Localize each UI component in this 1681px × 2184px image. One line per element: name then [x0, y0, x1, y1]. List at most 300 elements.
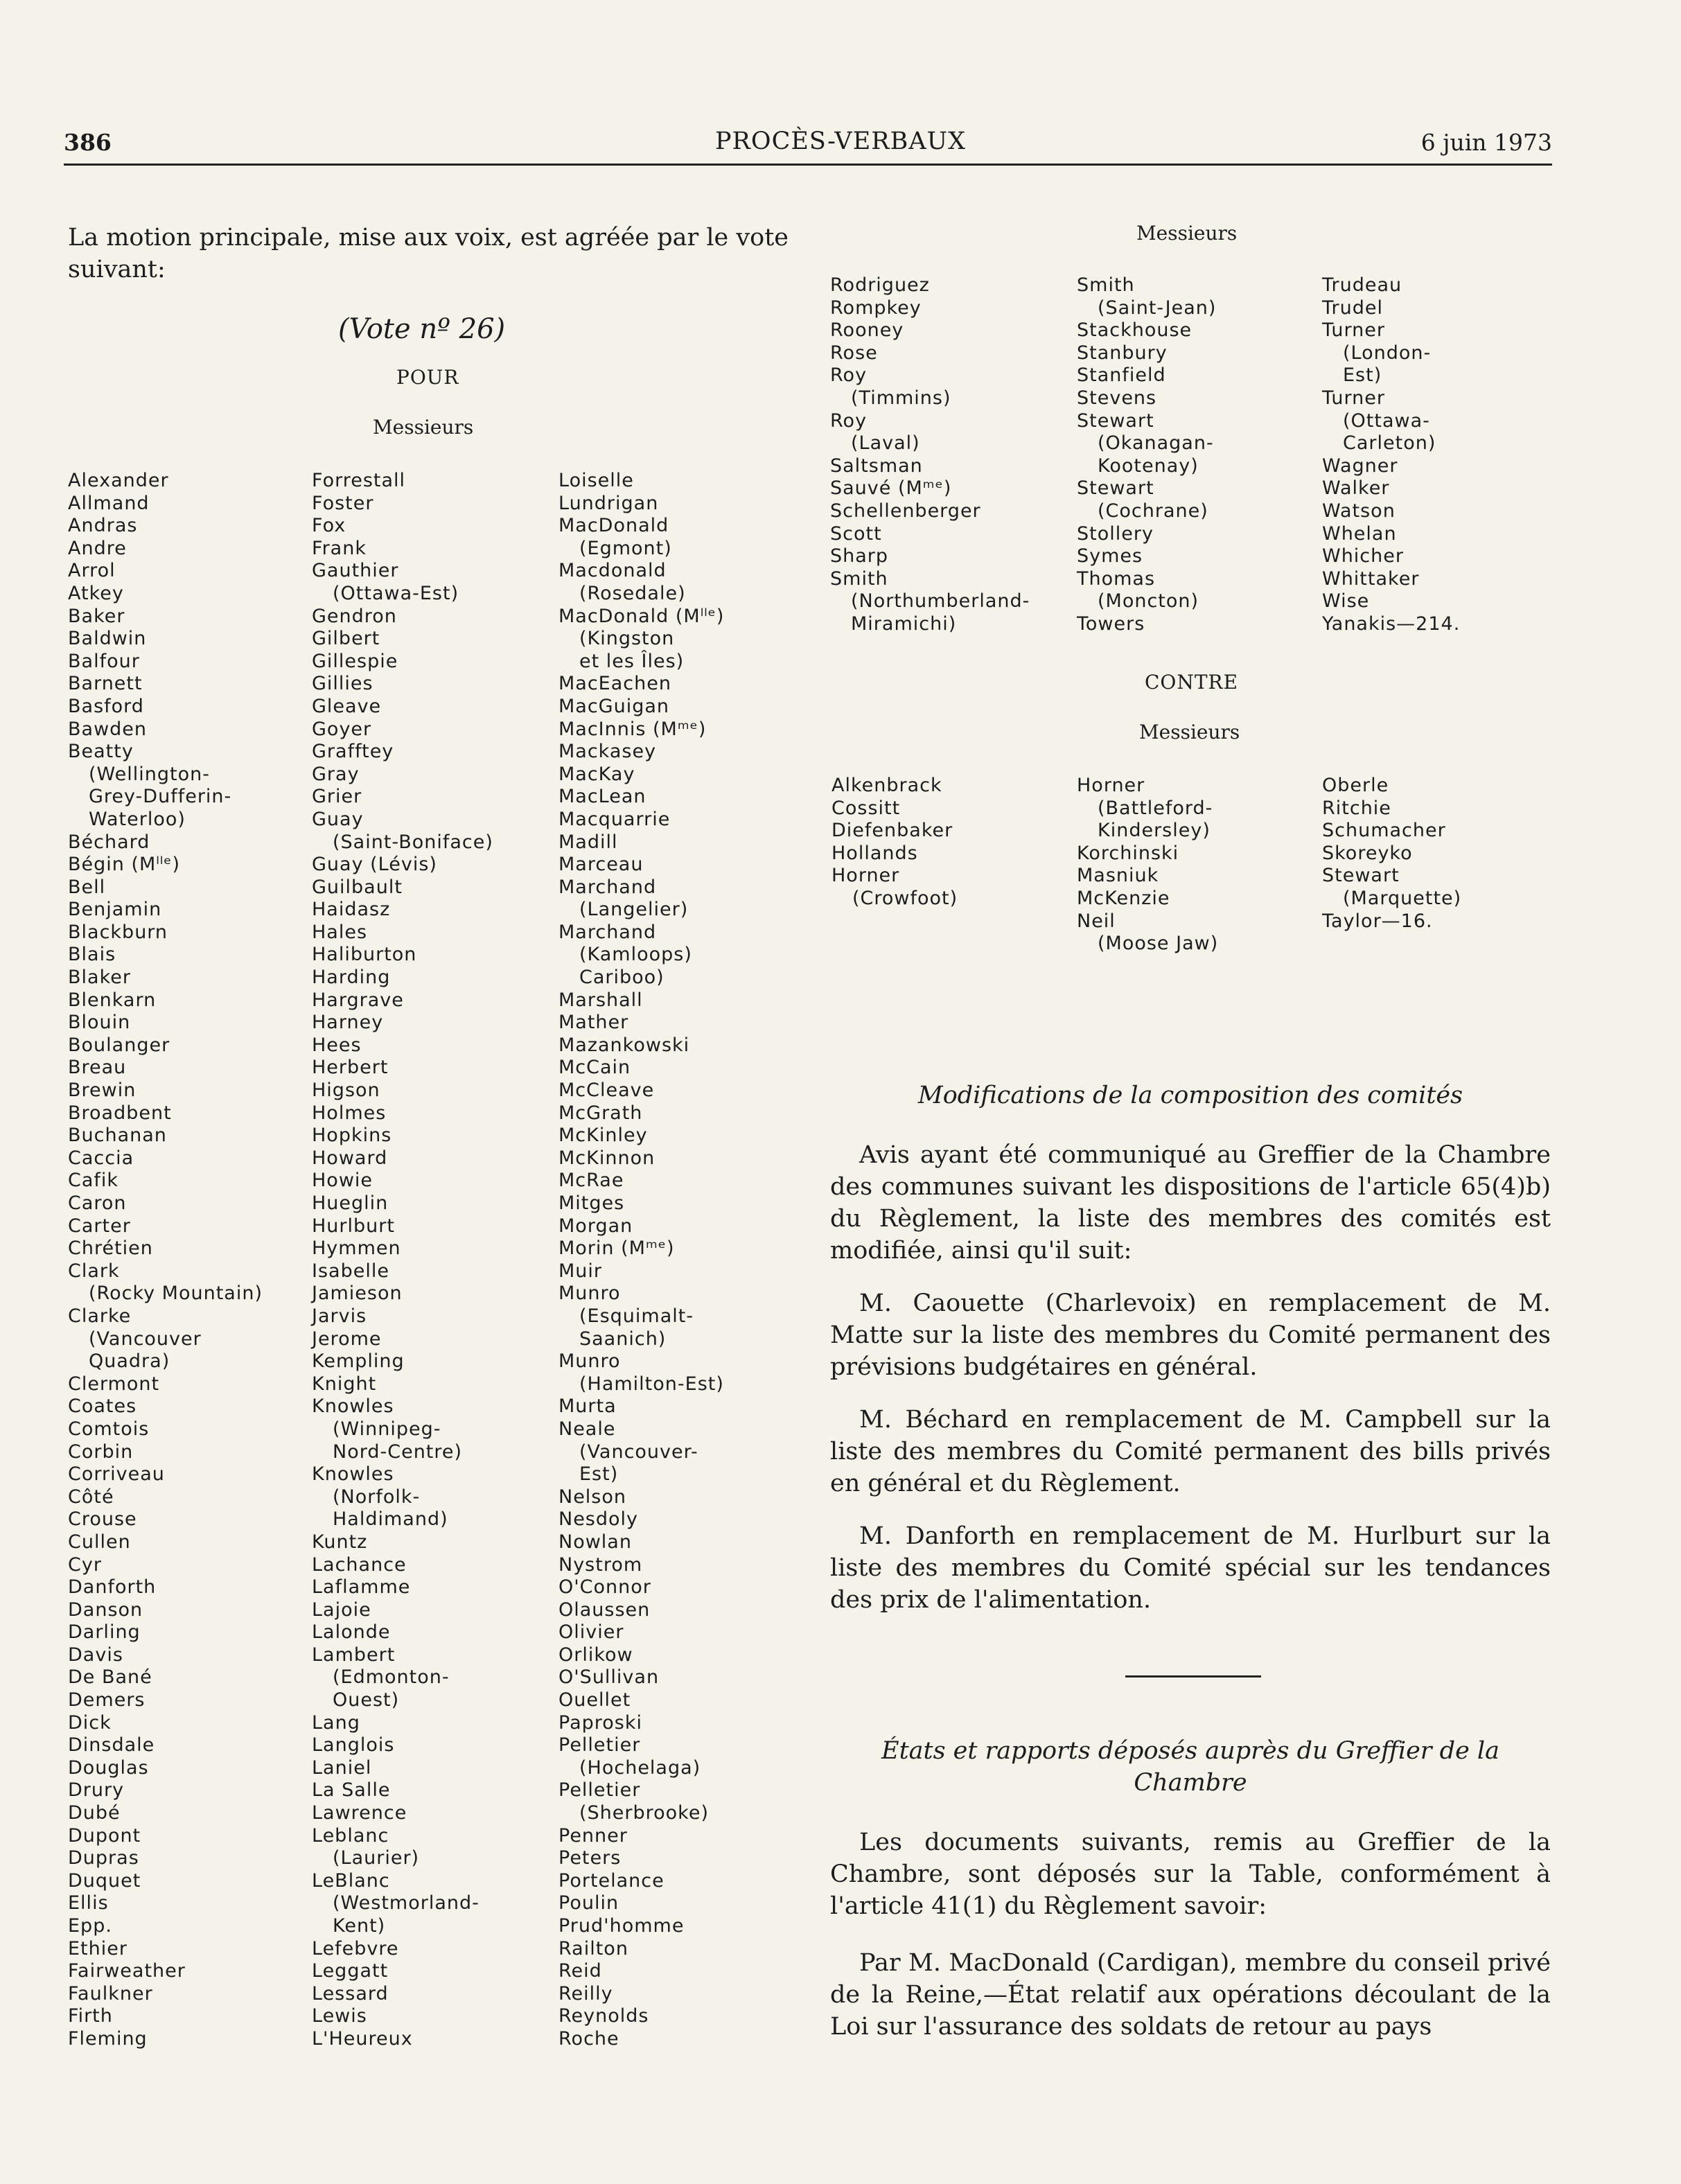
member-name: Fleming [68, 2027, 148, 2050]
member-name: (Hochelaga) [579, 1756, 701, 1779]
member-name: Nesdoly [558, 1508, 639, 1531]
contre-names-column-2 [1077, 775, 1218, 956]
member-name: MacDonald [558, 515, 669, 537]
member-name: Haldimand) [333, 1508, 448, 1531]
member-name: Whittaker [1322, 567, 1420, 590]
member-name: Coates [68, 1395, 137, 1418]
paragraph-danforth: M. Danforth en remplacement de M. Hurlburt sur la liste des membres du Comité spécial sur les tendances des prix de l'alimentation. [830, 1522, 1551, 1614]
member-name: (Norfolk- [333, 1486, 421, 1508]
member-name: Kootenay) [1098, 455, 1199, 477]
member-name: Holmes [312, 1102, 387, 1124]
member-name: Olaussen [558, 1599, 651, 1621]
member-name: McKinley [558, 1125, 648, 1147]
member-name: Peters [558, 1847, 622, 1869]
member-name: Yanakis—214. [1322, 613, 1461, 635]
member-name: (Cochrane) [1098, 500, 1208, 522]
member-name: Prud'homme [558, 1915, 685, 1937]
member-name: Knowles [312, 1463, 394, 1486]
member-name: Douglas [68, 1756, 149, 1779]
member-name: Dupont [68, 1824, 141, 1847]
member-name: Jamieson [312, 1283, 403, 1305]
member-name: Blouin [68, 1012, 131, 1034]
member-name: Pelletier [558, 1779, 641, 1802]
section-separator [1125, 1675, 1261, 1677]
member-name: Carleton) [1343, 432, 1436, 455]
member-name: McCleave [558, 1080, 655, 1102]
member-name: Knight [312, 1373, 377, 1395]
member-name: Stanfield [1077, 364, 1166, 387]
member-name: Hopkins [312, 1125, 392, 1147]
member-name: MacDonald (Mˡˡᵉ) [558, 605, 725, 627]
member-name: Est) [579, 1463, 619, 1486]
member-name: (Vancouver- [579, 1441, 698, 1463]
member-name: Poulin [558, 1892, 619, 1914]
member-name: Caron [68, 1192, 127, 1214]
member-name: Gauthier [312, 560, 399, 582]
member-name: Mazankowski [558, 1034, 690, 1056]
member-name: Gendron [312, 605, 397, 627]
member-name: Clermont [68, 1373, 160, 1395]
contre-names-column-1 [831, 775, 958, 910]
member-name: Goyer [312, 718, 372, 740]
member-name: Neil [1077, 910, 1116, 932]
member-name: Scott [830, 522, 882, 545]
member-name: Hymmen [312, 1238, 401, 1260]
member-name: Portelance [558, 1869, 665, 1892]
member-name: McRae [558, 1170, 624, 1192]
member-name: Grier [312, 786, 362, 808]
paragraph-documents: Les documents suivants, remis au Greffier de la Chambre, sont déposés sur la Table, conformément à l'article 41(1) du Règlement savoir: [830, 1829, 1551, 1920]
running-title: PROCÈS-VERBAUX [714, 127, 967, 155]
pour-names-column-2 [312, 470, 493, 2051]
member-name: Nystrom [558, 1553, 643, 1576]
paragraph-notice: Avis ayant été communiqué au Greffier de la Chambre des communes suivant les dispositions de l'article 65(4)b) du Règlement, la liste des membres des comités est modifiée, ainsi qu'il suit: [830, 1141, 1551, 1265]
member-name: Ellis [68, 1892, 109, 1914]
member-name: Roy [830, 364, 868, 387]
contre-names-column-3 [1322, 775, 1461, 933]
member-name: Turner [1322, 319, 1385, 342]
member-name: Danforth [68, 1576, 157, 1599]
member-name: McKinnon [558, 1147, 655, 1169]
member-name: Benjamin [68, 899, 162, 921]
member-name: O'Connor [558, 1576, 651, 1599]
member-name: Guay [312, 808, 364, 830]
member-name: Gray [312, 763, 360, 785]
member-name: et les Îles) [579, 650, 685, 672]
member-name: Bégin (Mˡˡᵉ) [68, 854, 181, 876]
pour-names-column-1 [68, 470, 263, 2051]
member-name: Thomas [1077, 567, 1156, 590]
member-name: Nelson [558, 1486, 627, 1508]
member-name: Reid [558, 1960, 602, 1982]
member-name: Cariboo) [579, 967, 665, 989]
member-name: Cyr [68, 1553, 102, 1576]
member-name: Forrestall [312, 470, 406, 491]
member-name: Jarvis [312, 1305, 367, 1327]
member-name: Comtois [68, 1418, 150, 1440]
member-name: Guay (Lévis) [312, 854, 437, 876]
page-date: 6 juin 1973 [1420, 129, 1552, 156]
member-name: Fairweather [68, 1960, 186, 1982]
member-name: Demers [68, 1689, 146, 1711]
member-name: Penner [558, 1824, 628, 1847]
member-name: Béchard [68, 831, 150, 853]
member-name: Bell [68, 876, 106, 898]
vote-intro: La motion principale, mise aux voix, est agréée par le vote suivant: [68, 224, 789, 283]
member-name: Kindersley) [1098, 820, 1211, 842]
member-name: Watson [1322, 500, 1396, 522]
member-name: Blais [68, 944, 116, 966]
member-name: (Laurier) [333, 1847, 420, 1869]
member-name: Harney [312, 1012, 384, 1034]
member-name: Duquet [68, 1869, 141, 1892]
member-name: Alexander [68, 470, 169, 491]
member-name: Mitges [558, 1192, 625, 1214]
member-name: Drury [68, 1779, 125, 1802]
member-name: Taylor—16. [1322, 910, 1433, 932]
member-name: Laniel [312, 1756, 372, 1779]
member-name: Howard [312, 1147, 388, 1169]
member-name: Bawden [68, 718, 148, 740]
member-name: Stewart [1077, 477, 1154, 500]
member-name: Railton [558, 1937, 628, 1960]
member-name: Roche [558, 2027, 619, 2050]
member-name: (Moncton) [1098, 590, 1199, 613]
member-name: Baldwin [68, 628, 147, 650]
member-name: Stackhouse [1077, 319, 1192, 342]
member-name: Grey-Dufferin- [89, 786, 232, 808]
member-name: Carter [68, 1215, 131, 1237]
member-name: Stewart [1322, 865, 1400, 887]
member-name: Schumacher [1322, 820, 1446, 842]
pour-names-column-3 [558, 470, 724, 2051]
vote-title: (Vote nº 26) [338, 313, 506, 345]
member-name: Marshall [558, 989, 643, 1011]
member-name: Paproski [558, 1711, 642, 1734]
member-name: Davis [68, 1644, 123, 1666]
member-name: Murta [558, 1395, 617, 1418]
member-name: Lewis [312, 2005, 367, 2027]
member-name: Wagner [1322, 455, 1398, 477]
member-name: Cossitt [831, 797, 901, 819]
member-name: (London- [1343, 342, 1432, 364]
member-name: O'Sullivan [558, 1666, 660, 1689]
member-name: MacKay [558, 763, 635, 785]
member-name: L'Heureux [312, 2027, 413, 2050]
member-name: Stanbury [1077, 342, 1168, 364]
member-name: Howie [312, 1170, 373, 1192]
member-name: (Vancouver [89, 1328, 202, 1350]
member-name: Leggatt [312, 1960, 389, 1982]
member-name: Lachance [312, 1553, 407, 1576]
member-name: Darling [68, 1621, 141, 1644]
member-name: Broadbent [68, 1102, 172, 1124]
member-name: Smith [1077, 274, 1135, 296]
member-name: (Saint-Boniface) [333, 831, 493, 853]
member-name: (Rocky Mountain) [89, 1283, 263, 1305]
member-name: Miramichi) [851, 613, 957, 635]
member-name: Baker [68, 605, 125, 627]
member-name: (Crowfoot) [852, 887, 958, 909]
member-name: Allmand [68, 492, 150, 514]
member-name: Trudeau [1322, 274, 1402, 296]
member-name: Lessard [312, 1982, 389, 2005]
member-name: Hueglin [312, 1192, 389, 1214]
member-name: Leblanc [312, 1824, 389, 1847]
member-name: Langlois [312, 1734, 395, 1756]
member-name: (Sherbrooke) [579, 1802, 709, 1824]
member-name: Trudel [1322, 297, 1383, 319]
member-name: Clark [68, 1260, 120, 1282]
member-name: Whicher [1322, 545, 1404, 567]
member-name: (Timmins) [851, 387, 951, 409]
member-name: Cullen [68, 1531, 131, 1553]
member-name: Oberle [1322, 775, 1389, 796]
member-name: Pelletier [558, 1734, 641, 1756]
member-name: Basford [68, 695, 144, 717]
member-name: Rooney [830, 319, 904, 342]
member-name: Horner [1077, 775, 1145, 796]
member-name: Beatty [68, 741, 134, 763]
member-name: Marchand [558, 876, 657, 898]
member-name: Horner [831, 865, 900, 887]
member-name: McGrath [558, 1102, 643, 1124]
paragraph-caouette: M. Caouette (Charlevoix) en remplacement de M. Matte sur la liste des membres du Comité permanent des prévisions budgétaires en général. [830, 1289, 1551, 1381]
member-name: Isabelle [312, 1260, 389, 1282]
member-name: Stevens [1077, 387, 1157, 409]
paragraph-bechard: M. Béchard en remplacement de M. Campbell sur la liste des membres du Comité permanent des bills privés en général et du Règlement. [830, 1406, 1551, 1497]
member-name: (Moose Jaw) [1098, 933, 1219, 955]
member-name: Saanich) [579, 1328, 667, 1350]
member-name: Lang [312, 1711, 360, 1734]
member-name: Schellenberger [830, 500, 981, 522]
member-name: Lefebvre [312, 1937, 399, 1960]
page-number: 386 [64, 129, 112, 156]
member-name: Foster [312, 492, 374, 514]
member-name: Ouellet [558, 1689, 631, 1711]
member-name: Muir [558, 1260, 603, 1282]
member-name: Hollands [831, 842, 918, 864]
member-name: Dupras [68, 1847, 139, 1869]
member-name: Cafik [68, 1170, 119, 1192]
member-name: (Wellington- [89, 763, 210, 785]
pour-names-continued-column-3 [1322, 274, 1460, 636]
member-name: Corbin [68, 1441, 134, 1463]
member-name: Andre [68, 537, 127, 559]
member-name: Masniuk [1077, 865, 1159, 887]
member-name: Morgan [558, 1215, 633, 1237]
pour-names-continued-column-2 [1077, 274, 1216, 636]
member-name: Est) [1343, 364, 1382, 387]
member-name: Sauvé (Mᵐᵉ) [830, 477, 952, 500]
member-name: Epp. [68, 1915, 112, 1937]
member-name: McKenzie [1077, 887, 1170, 909]
member-name: Dick [68, 1711, 112, 1734]
member-name: Gillies [312, 673, 373, 695]
member-name: Blenkarn [68, 989, 157, 1011]
member-name: (Langelier) [579, 899, 689, 921]
section-title-documents: États et rapports déposés auprès du Greffier de la Chambre [881, 1737, 1499, 1797]
member-name: LeBlanc [312, 1869, 390, 1892]
member-name: Danson [68, 1599, 143, 1621]
messieurs-heading: Messieurs [373, 416, 474, 439]
member-name: Marchand [558, 921, 657, 943]
member-name: Rose [830, 342, 878, 364]
member-name: Breau [68, 1057, 127, 1079]
member-name: De Bané [68, 1666, 152, 1689]
member-name: (Kingston [579, 628, 675, 650]
member-name: Higson [312, 1080, 380, 1102]
member-name: Hurlburt [312, 1215, 395, 1237]
member-name: Hees [312, 1034, 362, 1056]
member-name: MacGuigan [558, 695, 670, 717]
member-name: Boulanger [68, 1034, 170, 1056]
member-name: Stewart [1077, 410, 1154, 432]
messieurs-heading-continued: Messieurs [1136, 222, 1238, 245]
member-name: Crouse [68, 1508, 137, 1531]
member-name: Blaker [68, 967, 131, 989]
member-name: Lawrence [312, 1802, 407, 1824]
member-name: Gleave [312, 695, 382, 717]
member-name: Herbert [312, 1057, 389, 1079]
member-name: Towers [1077, 613, 1145, 635]
member-name: MacEachen [558, 673, 671, 695]
member-name: Guilbault [312, 876, 403, 898]
member-name: Loiselle [558, 470, 634, 491]
member-name: Sharp [830, 545, 889, 567]
member-name: Gilbert [312, 628, 380, 650]
member-name: (Esquimalt- [579, 1305, 694, 1327]
member-name: Brewin [68, 1080, 137, 1102]
member-name: Hargrave [312, 989, 404, 1011]
member-name: Ritchie [1322, 797, 1391, 819]
member-name: Grafftey [312, 741, 394, 763]
member-name: Hales [312, 921, 368, 943]
member-name: Kent) [333, 1915, 386, 1937]
member-name: (Hamilton-Est) [579, 1373, 724, 1395]
member-name: Blackburn [68, 921, 168, 943]
pour-names-continued-column-1 [830, 274, 1030, 636]
section-title-committees: Modifications de la composition des comités [917, 1082, 1463, 1109]
member-name: (Northumberland- [851, 590, 1030, 613]
member-name: (Winnipeg- [333, 1418, 441, 1440]
member-name: Haidasz [312, 899, 391, 921]
member-name: MacInnis (Mᵐᵉ) [558, 718, 707, 740]
member-name: Ouest) [333, 1689, 400, 1711]
member-name: Smith [830, 567, 888, 590]
member-name: (Egmont) [579, 537, 672, 559]
member-name: Macquarrie [558, 808, 671, 830]
member-name: Madill [558, 831, 618, 853]
member-name: (Rosedale) [579, 582, 686, 604]
member-name: Kuntz [312, 1531, 368, 1553]
member-name: Olivier [558, 1621, 624, 1644]
member-name: Dinsdale [68, 1734, 155, 1756]
member-name: MacLean [558, 786, 646, 808]
member-name: Andras [68, 515, 138, 537]
member-name: Firth [68, 2005, 113, 2027]
member-name: (Ottawa-Est) [333, 582, 459, 604]
member-name: Skoreyko [1322, 842, 1413, 864]
member-name: Walker [1322, 477, 1390, 500]
member-name: Harding [312, 967, 391, 989]
member-name: Rompkey [830, 297, 922, 319]
member-name: Frank [312, 537, 367, 559]
member-name: Caccia [68, 1147, 134, 1169]
member-name: Gillespie [312, 650, 398, 672]
member-name: Whelan [1322, 522, 1397, 545]
member-name: (Ottawa- [1343, 410, 1430, 432]
member-name: Nowlan [558, 1531, 632, 1553]
member-name: Côté [68, 1486, 114, 1508]
member-name: Clarke [68, 1305, 132, 1327]
member-name: (Saint-Jean) [1098, 297, 1217, 319]
member-name: Jerome [312, 1328, 382, 1350]
member-name: Laflamme [312, 1576, 411, 1599]
member-name: (Marquette) [1343, 887, 1462, 909]
header-rule [64, 164, 1552, 166]
member-name: Nord-Centre) [333, 1441, 463, 1463]
member-name: Faulkner [68, 1982, 153, 2005]
member-name: Orlikow [558, 1644, 633, 1666]
member-name: Munro [558, 1350, 621, 1373]
member-name: Diefenbaker [831, 820, 953, 842]
member-name: Alkenbrack [831, 775, 942, 796]
member-name: (Kamloops) [579, 944, 692, 966]
member-name: Arrol [68, 560, 116, 582]
member-name: Lambert [312, 1644, 396, 1666]
contre-heading: CONTRE [1145, 671, 1239, 694]
member-name: Saltsman [830, 455, 923, 477]
member-name: (Westmorland- [333, 1892, 479, 1914]
member-name: Rodriguez [830, 274, 930, 296]
member-name: Stollery [1077, 522, 1154, 545]
member-name: Corriveau [68, 1463, 165, 1486]
member-name: Lajoie [312, 1599, 371, 1621]
member-name: Reilly [558, 1982, 613, 2005]
member-name: Lundrigan [558, 492, 659, 514]
member-name: Munro [558, 1283, 621, 1305]
member-name: Mather [558, 1012, 629, 1034]
member-name: Lalonde [312, 1621, 391, 1644]
member-name: Reynolds [558, 2005, 649, 2027]
member-name: Korchinski [1077, 842, 1179, 864]
member-name: Buchanan [68, 1125, 167, 1147]
member-name: Mackasey [558, 741, 657, 763]
member-name: (Laval) [851, 432, 920, 455]
pour-heading: POUR [396, 366, 459, 389]
member-name: Turner [1322, 387, 1385, 409]
member-name: Atkey [68, 582, 124, 604]
member-name: (Okanagan- [1098, 432, 1214, 455]
member-name: McCain [558, 1057, 631, 1079]
member-name: Barnett [68, 673, 143, 695]
messieurs-heading-contre: Messieurs [1139, 721, 1240, 743]
member-name: Symes [1077, 545, 1143, 567]
member-name: Fox [312, 515, 346, 537]
member-name: Macdonald [558, 560, 667, 582]
member-name: Knowles [312, 1395, 394, 1418]
member-name: Wise [1322, 590, 1370, 613]
member-name: Kempling [312, 1350, 405, 1373]
member-name: Morin (Mᵐᵉ) [558, 1238, 675, 1260]
member-name: Dubé [68, 1802, 121, 1824]
member-name: (Edmonton- [333, 1666, 450, 1689]
member-name: Waterloo) [89, 808, 186, 830]
member-name: Haliburton [312, 944, 417, 966]
paragraph-macdonald: Par M. MacDonald (Cardigan), membre du conseil privé de la Reine,—État relatif aux opérations découlant de la Loi sur l'assurance des soldats de retour au pays [830, 1949, 1551, 2041]
member-name: Quadra) [89, 1350, 170, 1373]
